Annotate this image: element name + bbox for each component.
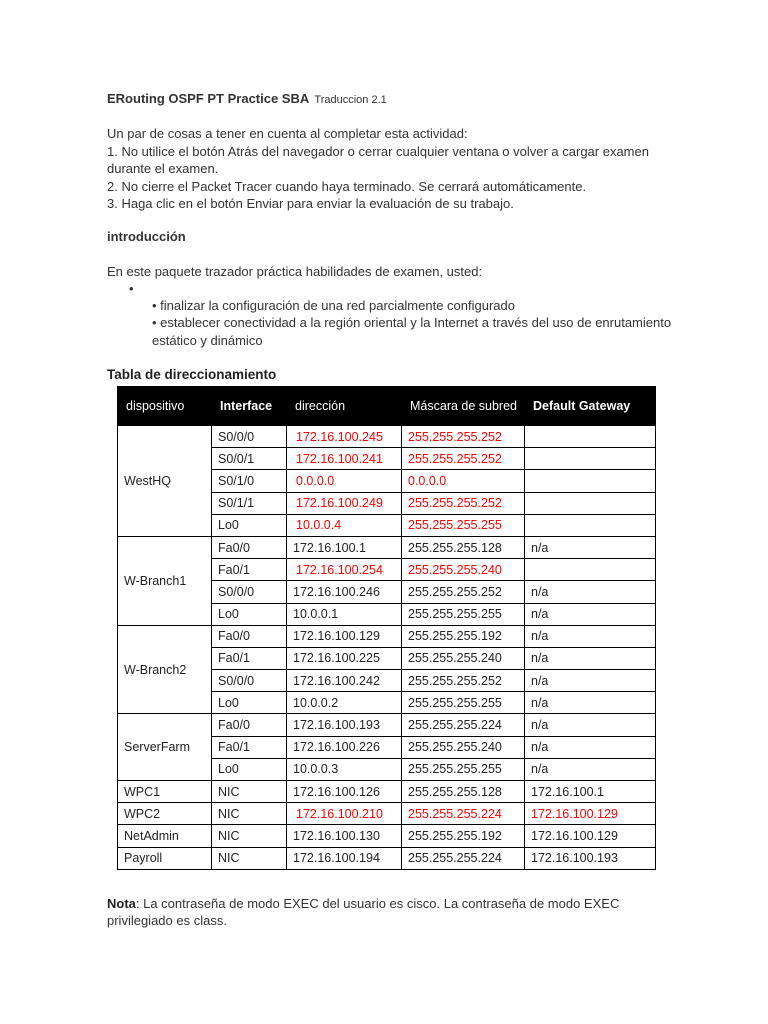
interface-cell: NIC xyxy=(212,803,287,825)
instructions-block xyxy=(107,125,667,213)
interface-cell: Fa0/1 xyxy=(212,647,287,669)
gateway-cell xyxy=(525,426,656,448)
mask-cell: 255.255.255.240 xyxy=(402,559,525,581)
table-row xyxy=(118,847,656,869)
interface-cell: S0/1/0 xyxy=(212,470,287,492)
table-heading: Tabla de direccionamiento xyxy=(107,367,277,382)
mask-cell: 255.255.255.128 xyxy=(402,781,525,803)
gateway-cell: 172.16.100.129 xyxy=(525,825,656,847)
table-row xyxy=(118,803,656,825)
mask-cell: 255.255.255.252 xyxy=(402,426,525,448)
address-cell: 0.0.0.0 xyxy=(287,470,402,492)
device-cell: W-Branch1 xyxy=(118,536,212,625)
interface-cell: S0/0/0 xyxy=(212,670,287,692)
mask-cell: 255.255.255.252 xyxy=(402,670,525,692)
gateway-cell: n/a xyxy=(525,736,656,758)
interface-cell: Fa0/1 xyxy=(212,736,287,758)
address-cell: 172.16.100.130 xyxy=(287,825,402,847)
header-subnet-mask: Máscara de subred xyxy=(402,387,525,426)
table-row xyxy=(118,426,656,448)
table-row xyxy=(118,781,656,803)
table-row xyxy=(118,714,656,736)
gateway-cell: n/a xyxy=(525,714,656,736)
address-cell: 10.0.0.3 xyxy=(287,758,402,780)
title-subtitle: Traduccion 2.1 xyxy=(314,94,387,106)
mask-cell: 0.0.0.0 xyxy=(402,470,525,492)
note-paragraph xyxy=(107,895,667,929)
interface-cell: S0/1/1 xyxy=(212,492,287,514)
address-cell: 10.0.0.4 xyxy=(287,514,402,536)
address-cell: 172.16.100.1 xyxy=(287,536,402,558)
mask-cell: 255.255.255.252 xyxy=(402,492,525,514)
mask-cell: 255.255.255.255 xyxy=(402,603,525,625)
mask-cell: 255.255.255.224 xyxy=(402,803,525,825)
address-cell: 172.16.100.210 xyxy=(287,803,402,825)
device-cell: WPC1 xyxy=(118,781,212,803)
interface-cell: Lo0 xyxy=(212,758,287,780)
table-header-row xyxy=(118,387,656,426)
table-row xyxy=(118,625,656,647)
gateway-cell: n/a xyxy=(525,536,656,558)
bullet-item: • finalizar la configuración de una red parcialmente configurado xyxy=(152,298,515,313)
interface-cell: NIC xyxy=(212,825,287,847)
document-title xyxy=(107,91,387,106)
mask-cell: 255.255.255.224 xyxy=(402,714,525,736)
gateway-cell: n/a xyxy=(525,758,656,780)
gateway-cell: n/a xyxy=(525,692,656,714)
address-cell: 172.16.100.245 xyxy=(287,426,402,448)
interface-cell: Lo0 xyxy=(212,514,287,536)
address-cell: 10.0.0.1 xyxy=(287,603,402,625)
mask-cell: 255.255.255.255 xyxy=(402,514,525,536)
gateway-cell: 172.16.100.1 xyxy=(525,781,656,803)
mask-cell: 255.255.255.192 xyxy=(402,825,525,847)
header-default-gateway: Default Gateway xyxy=(525,387,656,426)
interface-cell: Lo0 xyxy=(212,692,287,714)
table-row xyxy=(118,825,656,847)
address-cell: 172.16.100.226 xyxy=(287,736,402,758)
addressing-table xyxy=(117,386,656,870)
introduction-text: En este paquete trazador práctica habilidades de examen, usted: xyxy=(107,264,483,279)
mask-cell: 255.255.255.128 xyxy=(402,536,525,558)
mask-cell: 255.255.255.192 xyxy=(402,625,525,647)
interface-cell: Fa0/0 xyxy=(212,714,287,736)
interface-cell: S0/0/1 xyxy=(212,448,287,470)
mask-cell: 255.255.255.252 xyxy=(402,448,525,470)
gateway-cell xyxy=(525,514,656,536)
address-cell: 172.16.100.193 xyxy=(287,714,402,736)
interface-cell: NIC xyxy=(212,847,287,869)
address-cell: 172.16.100.126 xyxy=(287,781,402,803)
bullet-empty: • xyxy=(129,281,134,296)
gateway-cell xyxy=(525,470,656,492)
title-main: ERouting OSPF PT Practice SBA xyxy=(107,91,309,106)
mask-cell: 255.255.255.240 xyxy=(402,736,525,758)
device-cell: WestHQ xyxy=(118,426,212,537)
device-cell: Payroll xyxy=(118,847,212,869)
gateway-cell: n/a xyxy=(525,670,656,692)
table-row xyxy=(118,536,656,558)
gateway-cell xyxy=(525,492,656,514)
gateway-cell: n/a xyxy=(525,647,656,669)
header-address: dirección xyxy=(287,387,402,426)
interface-cell: Fa0/1 xyxy=(212,559,287,581)
address-cell: 172.16.100.225 xyxy=(287,647,402,669)
gateway-cell xyxy=(525,448,656,470)
mask-cell: 255.255.255.255 xyxy=(402,692,525,714)
address-cell: 10.0.0.2 xyxy=(287,692,402,714)
device-cell: WPC2 xyxy=(118,803,212,825)
note-text: : La contraseña de modo EXEC del usuario es cisco. La contraseña de modo EXEC privilegiado es class. xyxy=(107,896,620,928)
instruction-item-1: 1. No utilice el botón Atrás del navegador o cerrar cualquier ventana o volver a cargar examen durante el examen. xyxy=(107,143,649,176)
instruction-item-2: 2. No cierre el Packet Tracer cuando haya terminado. Se cerrará automáticamente. xyxy=(107,178,587,194)
device-cell: W-Branch2 xyxy=(118,625,212,714)
bullet-item: • establecer conectividad a la región oriental y la Internet a través del uso de enrutamiento estático y dinámico xyxy=(152,315,672,348)
header-device: dispositivo xyxy=(118,387,212,426)
gateway-cell: 172.16.100.193 xyxy=(525,847,656,869)
address-cell: 172.16.100.194 xyxy=(287,847,402,869)
introduction-heading: introducción xyxy=(107,229,186,244)
address-cell: 172.16.100.129 xyxy=(287,625,402,647)
address-cell: 172.16.100.241 xyxy=(287,448,402,470)
gateway-cell: n/a xyxy=(525,603,656,625)
interface-cell: Lo0 xyxy=(212,603,287,625)
interface-cell: NIC xyxy=(212,781,287,803)
instructions-intro: Un par de cosas a tener en cuenta al completar esta actividad: xyxy=(107,126,468,141)
interface-cell: S0/0/0 xyxy=(212,426,287,448)
mask-cell: 255.255.255.252 xyxy=(402,581,525,603)
interface-cell: Fa0/0 xyxy=(212,536,287,558)
mask-cell: 255.255.255.224 xyxy=(402,847,525,869)
header-interface: Interface xyxy=(212,387,287,426)
mask-cell: 255.255.255.255 xyxy=(402,758,525,780)
note-label: Nota xyxy=(107,896,136,911)
instruction-item-3: 3. Haga clic en el botón Enviar para enviar la evaluación de su trabajo. xyxy=(107,196,514,211)
mask-cell: 255.255.255.240 xyxy=(402,647,525,669)
address-cell: 172.16.100.254 xyxy=(287,559,402,581)
address-cell: 172.16.100.242 xyxy=(287,670,402,692)
gateway-cell: n/a xyxy=(525,581,656,603)
device-cell: ServerFarm xyxy=(118,714,212,781)
address-cell: 172.16.100.249 xyxy=(287,492,402,514)
address-cell: 172.16.100.246 xyxy=(287,581,402,603)
gateway-cell: 172.16.100.129 xyxy=(525,803,656,825)
interface-cell: Fa0/0 xyxy=(212,625,287,647)
interface-cell: S0/0/0 xyxy=(212,581,287,603)
device-cell: NetAdmin xyxy=(118,825,212,847)
gateway-cell: n/a xyxy=(525,625,656,647)
gateway-cell xyxy=(525,559,656,581)
